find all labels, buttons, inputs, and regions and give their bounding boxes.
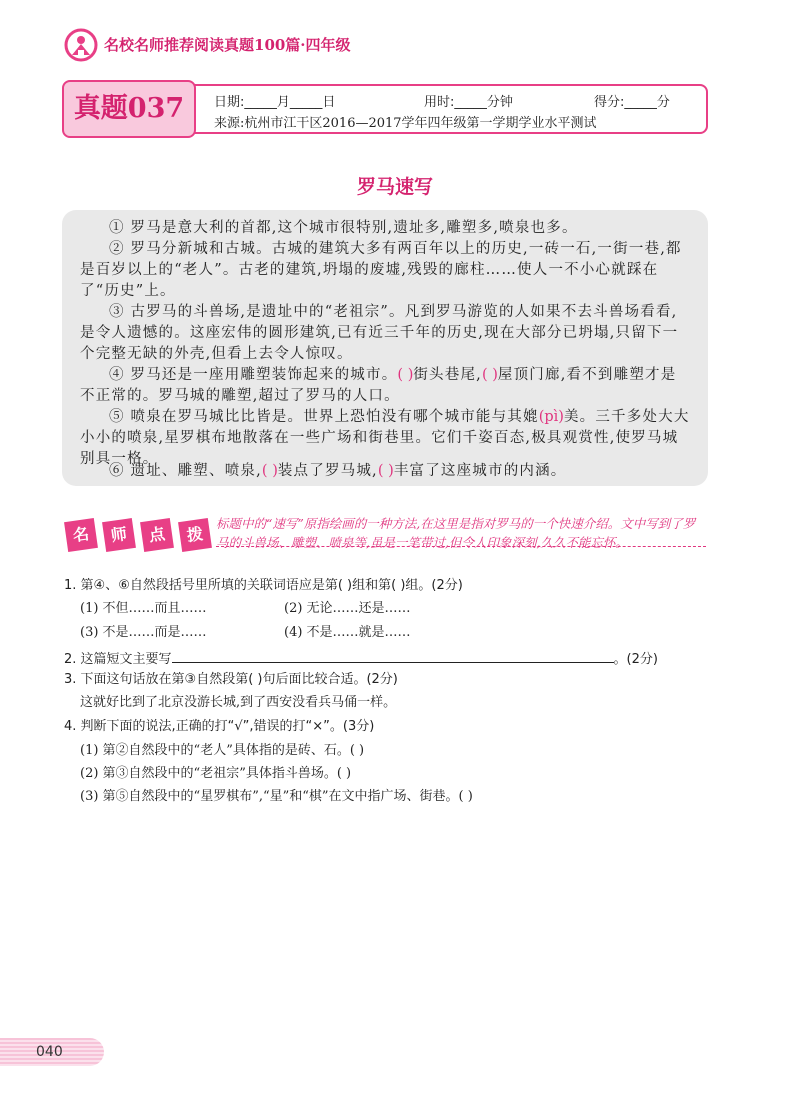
school-logo-icon [64,28,98,62]
tip-chip: 拨 [178,518,212,552]
question-4: 4. 判断下面的说法,正确的打“√”,错误的打“×”。(3分) [64,719,375,734]
blank-4a[interactable]: ( ) [397,367,414,383]
page-number: 040 [36,1044,63,1060]
q4-item-1: (1) 第②自然段中的“老人”具体指的是砖、石。( ) [80,743,365,758]
date-field: 日期:_____月_____日 [214,95,336,110]
score-field: 得分:_____分 [594,95,670,110]
paragraph-2: ② 罗马分新城和古城。古城的建筑大多有两百年以上的历史,一砖一石,一街一巷,都是百岁以上的“老人”。古老的建筑,坍塌的废墟,残毁的廊柱……使人一不小心就踩在了“历史”上。 [80,241,682,299]
q1-option-1: (1) 不但……而且…… [80,601,207,616]
question-2: 2. 这篇短文主要写 。(2分) [64,647,658,670]
question-3: 3. 下面这句话放在第③自然段第( )句后面比较合适。(2分) [64,672,398,687]
answer-line[interactable] [172,647,614,663]
paragraph-5: ⑤ 喷泉在罗马城比比皆是。世界上恐怕没有哪个城市能与其媲(pì)美。三千多处大大小小的喷泉,星罗棋布地散落在一些广场和街巷里。它们千姿百态,极具观赏性,使罗马城别具一格。 [80,409,690,467]
q1-option-4: (4) 不是……就是…… [284,625,411,640]
teacher-tip-banner [66,520,234,550]
paragraph-3: ③ 古罗马的斗兽场,是遗址中的“老祖宗”。凡到罗马游览的人如果不去斗兽场看看,是令人遗憾的。这座宏伟的圆形建筑,已有近三千年的历史,现在大部分已坍塌,只留下一个完整无缺的外壳,但看上去令人惊叹。 [80,304,679,362]
question-1: 1. 第④、⑥自然段括号里所填的关联词语应是第( )组和第( )组。(2分) [64,578,463,593]
paragraph-4: ④ 罗马还是一座用雕塑装饰起来的城市。( )街头巷尾,( )屋顶门廊,看不到雕塑才是不正常的。罗马城的雕塑,超过了罗马的人口。 [80,367,677,404]
tip-divider [216,546,706,547]
teacher-tip-text: 标题中的“速写”原指绘画的一种方法,在这里是指对罗马的一个快速介绍。文中写到了罗马的斗兽场、雕塑、喷泉等,虽是一笔带过,但令人印象深刻,久久不能忘怀。 [216,516,696,550]
pinyin-note: (pì) [538,409,564,425]
meta-fields [214,91,694,109]
time-field: 用时:_____分钟 [424,95,513,110]
series-title: 名校名师推荐阅读真题100篇·四年级 [104,36,351,54]
blank-4b[interactable]: ( ) [481,367,498,383]
blank-6a[interactable]: ( ) [261,463,278,479]
q3-sentence: 这就好比到了北京没游长城,到了西安没看兵马俑一样。 [80,695,397,710]
exam-tag: 真题037 [62,80,196,138]
article-title: 罗马速写 [356,176,433,198]
paragraph-6: ⑥ 遗址、雕塑、喷泉,( )装点了罗马城,( )丰富了这座城市的内涵。 [109,463,567,479]
paragraph-1: ① 罗马是意大利的首都,这个城市很特别,遗址多,雕塑多,喷泉也多。 [109,220,578,236]
tip-chip: 名 [64,518,98,552]
q1-option-2: (2) 无论……还是…… [284,601,411,616]
q4-item-3: (3) 第⑤自然段中的“星罗棋布”,“星”和“棋”在文中指广场、街巷。( ) [80,789,473,804]
q4-item-2: (2) 第③自然段中的“老祖宗”具体指斗兽场。( ) [80,766,352,781]
q1-option-3: (3) 不是……而是…… [80,625,207,640]
tip-chip: 师 [102,518,136,552]
tip-chip: 点 [140,518,174,552]
blank-6b[interactable]: ( ) [377,463,394,479]
source-line: 来源:杭州市江干区2016—2017学年四年级第一学期学业水平测试 [214,116,597,131]
